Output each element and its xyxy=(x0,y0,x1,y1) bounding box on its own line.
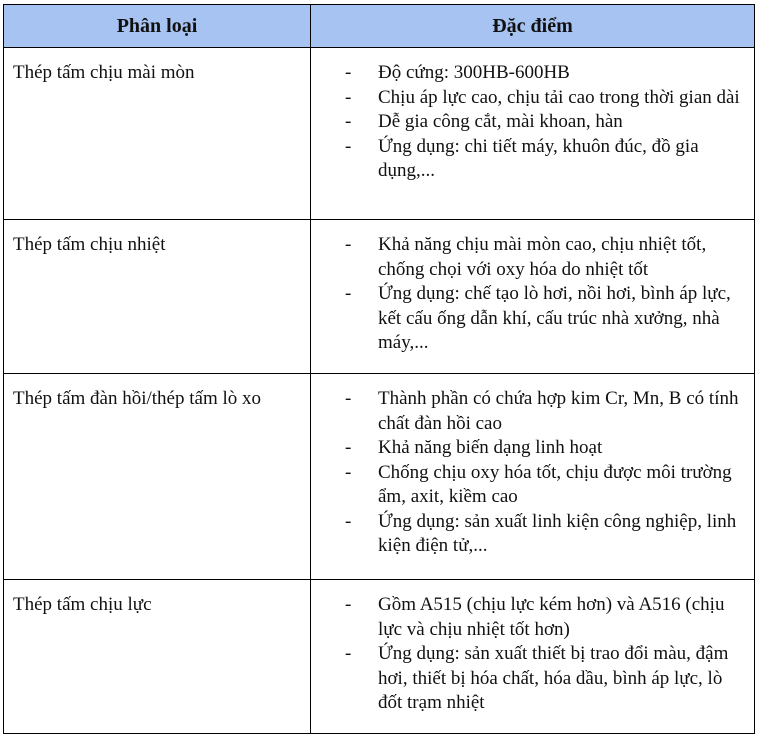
category-cell: Thép tấm đàn hồi/thép tấm lò xo xyxy=(4,374,311,580)
feature-item: - Ứng dụng: chi tiết máy, khuôn đúc, đồ gia dụng,... xyxy=(345,135,699,181)
feature-item: - Ứng dụng: chế tạo lò hơi, nồi hơi, bình áp lực, kết cấu ống dẫn khí, cấu trúc nhà xưởng, nhà máy,... xyxy=(345,283,731,353)
features-cell xyxy=(311,374,755,580)
header-features: Đặc điểm xyxy=(311,5,755,48)
feature-item: - Khả năng chịu mài mòn cao, chịu nhiệt tốt, chống chọi với oxy hóa do nhiệt tốt xyxy=(345,234,707,280)
category-cell: Thép tấm chịu mài mòn xyxy=(4,48,311,220)
header-category: Phân loại xyxy=(4,5,311,48)
dash-bullet-icon: - xyxy=(345,62,352,83)
feature-item: - Chống chịu oxy hóa tốt, chịu được môi trường ẩm, axit, kiềm cao xyxy=(345,461,732,507)
dash-bullet-icon: - xyxy=(345,234,352,255)
features-cell xyxy=(311,48,755,220)
feature-item: - Độ cứng: 300HB-600HB xyxy=(311,61,746,86)
dash-bullet-icon: - xyxy=(345,111,352,132)
dash-bullet-icon: - xyxy=(345,135,352,157)
table-row xyxy=(4,374,755,580)
dash-bullet-icon: - xyxy=(345,510,352,532)
feature-item: - Ứng dụng: sản xuất thiết bị trao đổi màu, đậm hơi, thiết bị hóa chất, hóa dầu, bình áp lực, lò đốt trạm nhiệt xyxy=(345,643,729,713)
feature-item: - Thành phần có chứa hợp kim Cr, Mn, B có tính chất đàn hồi cao xyxy=(345,388,739,434)
features-list xyxy=(311,387,746,559)
dash-bullet-icon: - xyxy=(345,594,352,615)
dash-bullet-icon: - xyxy=(345,643,352,664)
dash-bullet-icon: - xyxy=(345,86,352,108)
steel-plate-table xyxy=(3,4,755,734)
dash-bullet-icon: - xyxy=(345,283,352,304)
category-cell: Thép tấm chịu nhiệt xyxy=(4,220,311,374)
dash-bullet-icon: - xyxy=(345,461,352,483)
table-row xyxy=(4,580,755,734)
feature-item: - Gồm A515 (chịu lực kém hơn) và A516 (chịu lực và chịu nhiệt tốt hơn) xyxy=(345,594,725,640)
features-list xyxy=(311,61,746,184)
feature-item: - Khả năng biến dạng linh hoạt xyxy=(311,436,746,461)
table-row xyxy=(4,48,755,220)
features-list xyxy=(311,233,746,356)
feature-item: - Dễ gia công cắt, mài khoan, hàn xyxy=(311,110,746,135)
table-header-row xyxy=(4,5,755,48)
feature-item: - Chịu áp lực cao, chịu tải cao trong thời gian dài xyxy=(311,86,746,111)
feature-item: - Ứng dụng: sản xuất linh kiện công nghiệp, linh kiện điện tử,... xyxy=(345,510,737,556)
features-cell xyxy=(311,220,755,374)
features-list xyxy=(311,593,746,716)
dash-bullet-icon: - xyxy=(345,388,352,409)
features-cell xyxy=(311,580,755,734)
dash-bullet-icon: - xyxy=(345,437,352,458)
category-cell: Thép tấm chịu lực xyxy=(4,580,311,734)
table-row xyxy=(4,220,755,374)
